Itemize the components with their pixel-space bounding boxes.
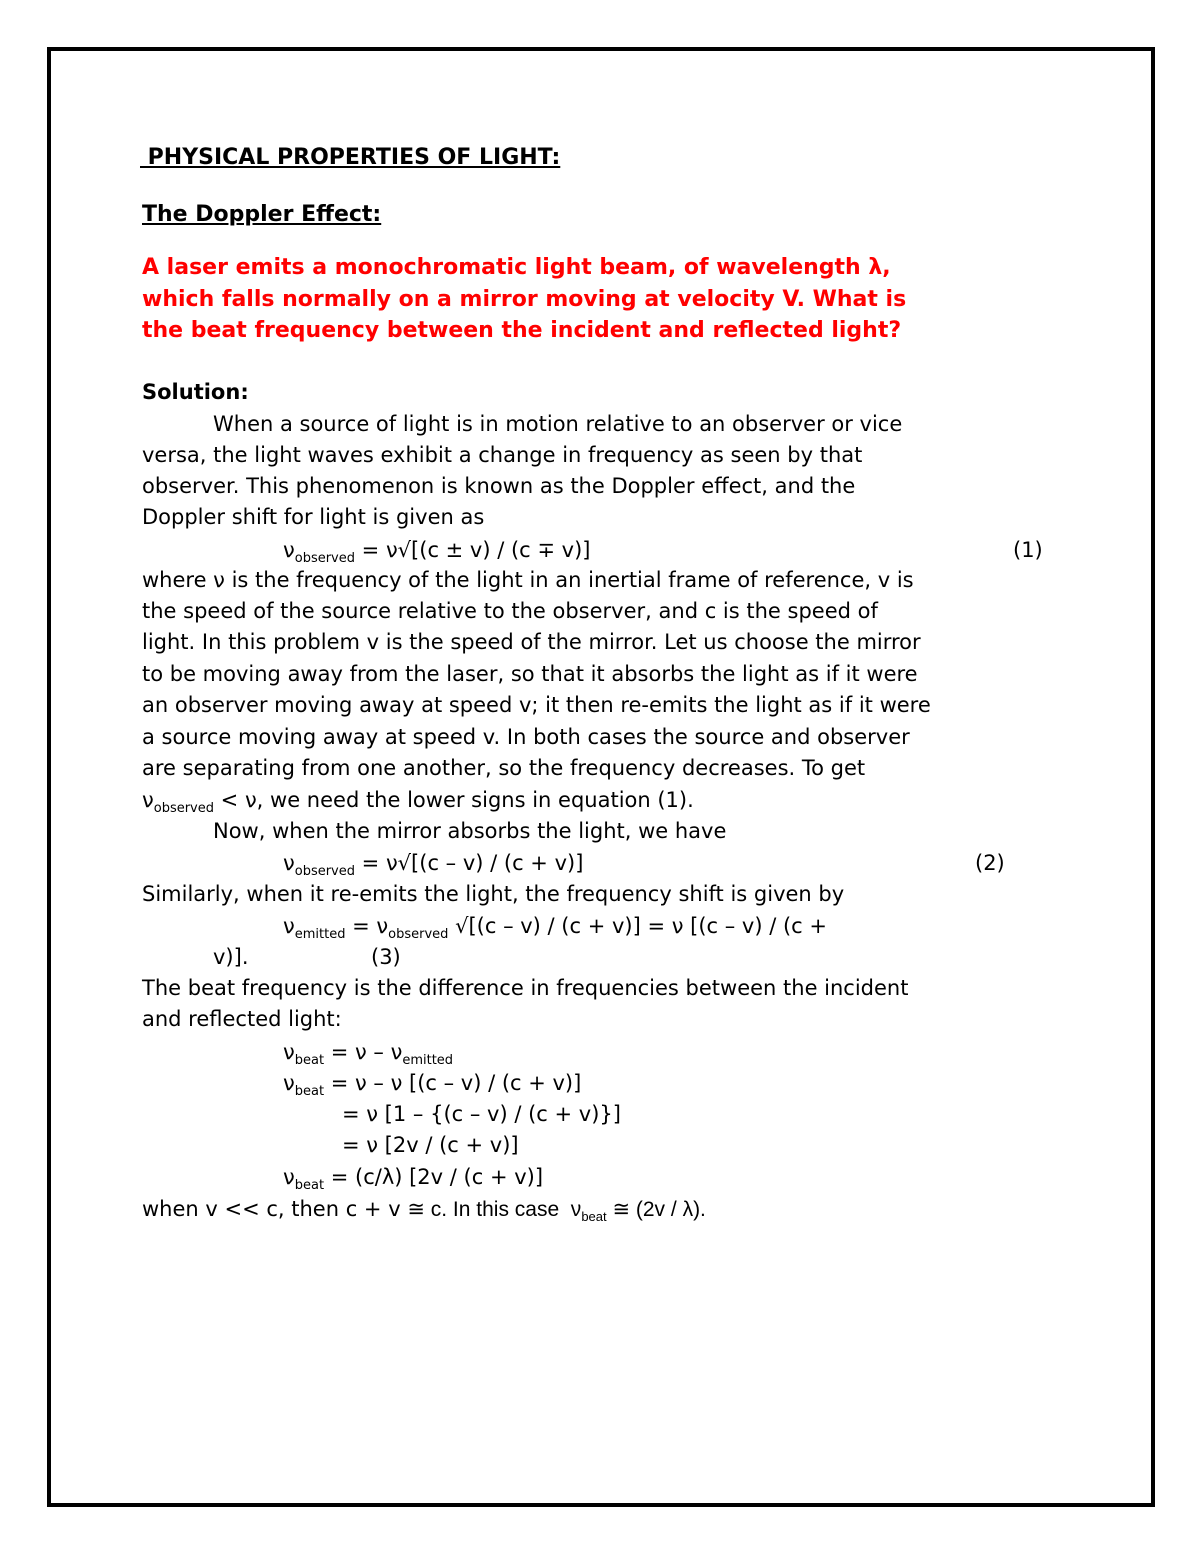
- paragraph-line: The beat frequency is the difference in frequencies between the incident: [142, 976, 909, 1000]
- beat-equation-5: $\nu_{beat} = (c/\lambda)$ [2v / (c + v)]: [283, 1165, 544, 1193]
- problem-line-3: the beat frequency between the incident and reflected light?: [142, 318, 902, 343]
- paragraph-line: the speed of the source relative to the observer, and c is the speed of: [142, 599, 878, 623]
- beat-equation-1: $\nu_{beat} = \nu - \nu_{emitted}$: [283, 1040, 454, 1068]
- solution-label: Solution:: [142, 380, 249, 404]
- paragraph-line: When a source of light is in motion relative to an observer or vice: [213, 412, 903, 436]
- paragraph-line: Now, when the mirror absorbs the light, we have: [213, 819, 727, 843]
- section-title: The Doppler Effect:: [142, 202, 382, 227]
- paragraph-line: to be moving away from the laser, so that it absorbs the light as if it were: [142, 662, 918, 686]
- problem-line-1: A laser emits a monochromatic light beam, of wavelength λ,: [142, 255, 891, 280]
- paragraph-line: versa, the light waves exhibit a change in frequency as seen by that: [142, 443, 863, 467]
- equation-3-continued: v)].: [213, 945, 249, 969]
- beat-equation-3: = ν [1 – {(c – v) / (c + v)}]: [342, 1102, 621, 1126]
- equation-2: $\nu_{observed} = \nu√[(c - v) / (c + v)]$: [283, 851, 584, 879]
- paragraph-line: observer. This phenomenon is known as the Doppler effect, and the: [142, 474, 856, 498]
- equation-3-number: (3): [371, 945, 401, 969]
- beat-equation-4: = ν [2v / (c + v)]: [342, 1133, 519, 1157]
- page-heading: PHYSICAL PROPERTIES OF LIGHT:: [140, 145, 561, 170]
- paragraph-line: a source moving away at speed v. In both cases the source and observer: [142, 725, 910, 749]
- paragraph-line: an observer moving away at speed v; it then re-emits the light as if it were: [142, 693, 931, 717]
- paragraph-line: light. In this problem v is the speed of the mirror. Let us choose the mirror: [142, 630, 921, 654]
- condition-line: $\nu_{observed} < \nu$, we need the lower signs in equation (1).: [142, 788, 694, 816]
- paragraph-line: Doppler shift for light is given as: [142, 505, 485, 529]
- problem-line-2: which falls normally on a mirror moving at velocity V. What is: [142, 287, 907, 312]
- final-line: when v << c, then c + v ≅ c. In this case $\nu_{beat}$ ≅ (2v / λ).: [142, 1197, 706, 1224]
- equation-1: $\nu_{observed} = \nu√[(c \pm v) / (c \mp v)]$: [283, 538, 591, 566]
- equation-1-number: (1): [1013, 538, 1043, 562]
- paragraph-line: Similarly, when it re-emits the light, the frequency shift is given by: [142, 882, 845, 906]
- paragraph-line: where ν is the frequency of the light in an inertial frame of reference, v is: [142, 568, 914, 592]
- paragraph-line: and reflected light:: [142, 1007, 342, 1031]
- equation-3: $\nu_{emitted} = \nu_{observed}$ √[(c – v) / (c + v)] = ν [(c – v) / (c +: [283, 914, 827, 942]
- paragraph-line: are separating from one another, so the frequency decreases. To get: [142, 756, 866, 780]
- equation-2-number: (2): [975, 851, 1005, 875]
- beat-equation-2: $\nu_{beat} = \nu - \nu$ [(c – v) / (c + v)]: [283, 1071, 582, 1099]
